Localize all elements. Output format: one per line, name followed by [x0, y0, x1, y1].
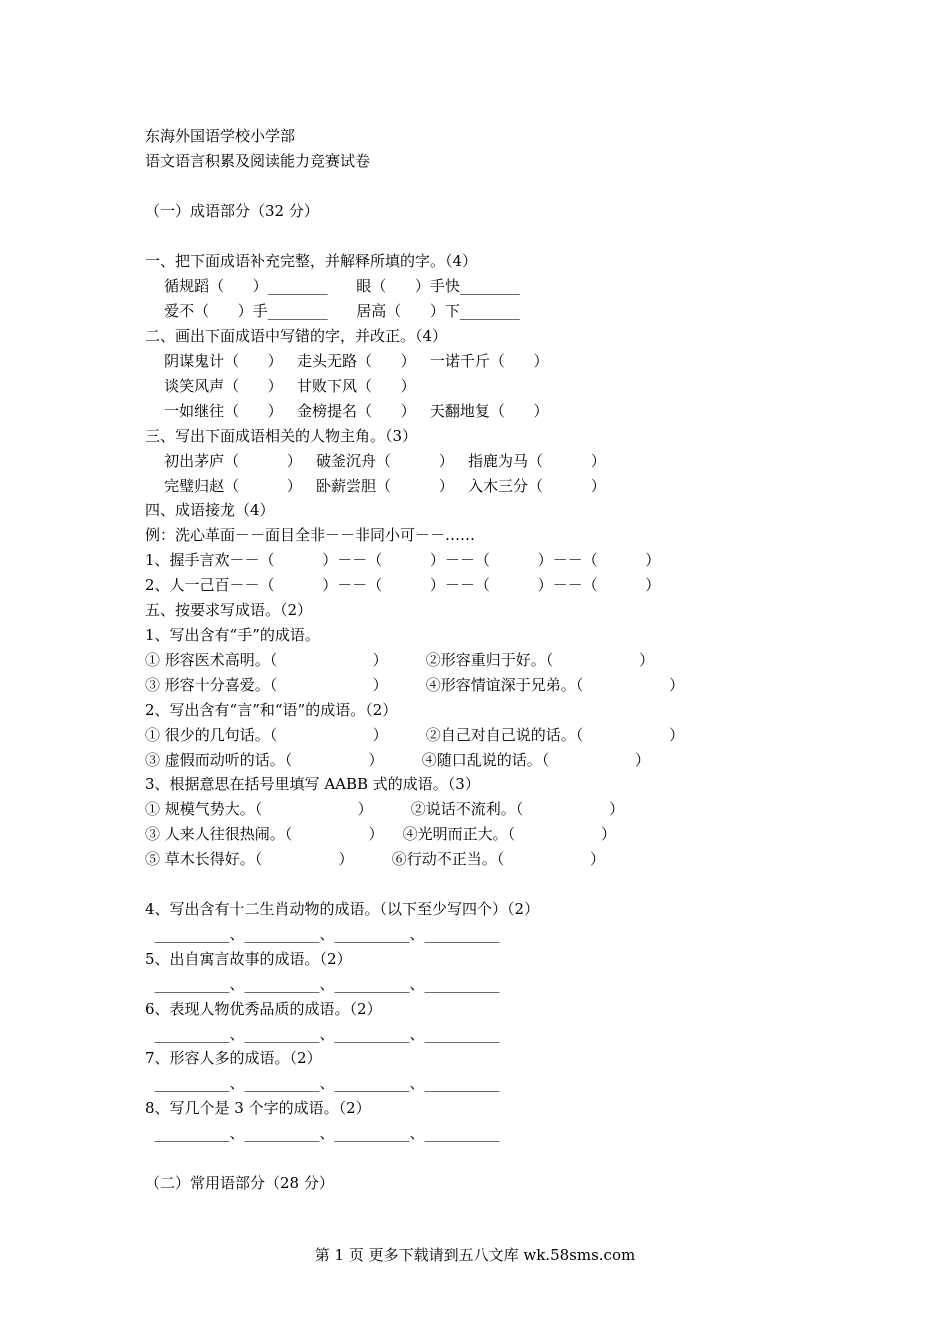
q5-part-6-blanks: __________、__________、__________、__________: [145, 1025, 500, 1043]
q1-title: 一、把下面成语补充完整，并解释所填的字。（4）: [145, 252, 478, 270]
q5-part-5-blanks: __________、__________、__________、__________: [145, 975, 500, 993]
page-footer: 第 1 页 更多下载请到五八文库 wk.58sms.com: [314, 1246, 636, 1264]
q5-part-1-row-1: ① 形容医术高明。（ ） ②形容重归于好。（ ）: [145, 651, 655, 669]
q2-row-3: 一如继往（ ） 金榜提名（ ） 天翻地复（ ）: [145, 402, 549, 420]
q5-part-5-title: 5、出自寓言故事的成语。（2）: [145, 950, 352, 968]
q4-example: 例：洗心革面－－面目全非－－非同小可－－……: [145, 526, 476, 544]
q5-part-8-title: 8、写几个是 3 个字的成语。（2）: [145, 1099, 371, 1117]
school-name: 东海外国语学校小学部: [145, 127, 296, 145]
q5-part-8-blanks: __________、__________、__________、__________: [145, 1124, 500, 1142]
q5-part-3-row-3: ⑤ 草木长得好。（ ） ⑥行动不正当。（ ）: [145, 850, 606, 868]
q5-part-7-blanks: __________、__________、__________、__________: [145, 1074, 500, 1092]
q5-title: 五、按要求写成语。（2）: [145, 601, 313, 619]
q4-row-1: 1、握手言欢－－（ ）－－（ ）－－（ ）－－（ ）: [145, 551, 661, 569]
section-1-heading: （一）成语部分（32 分）: [145, 202, 319, 220]
q5-part-4-blanks: __________、__________、__________、__________: [145, 925, 500, 943]
exam-title: 语文语言积累及阅读能力竞赛试卷: [145, 152, 371, 170]
q4-row-2: 2、人一己百－－（ ）－－（ ）－－（ ）－－（ ）: [145, 576, 661, 594]
q1-row-1: 循规蹈（ ）________ 眼（ ）手快________: [145, 277, 520, 295]
q5-part-1-row-2: ③ 形容十分喜爱。（ ） ④形容情谊深于兄弟。（ ）: [145, 676, 685, 694]
q5-part-2-row-1: ① 很少的几句话。（ ） ②自己对自己说的话。（ ）: [145, 726, 685, 744]
q4-title: 四、成语接龙（4）: [145, 501, 275, 519]
q5-part-1-title: 1、写出含有“手”的成语。: [145, 626, 320, 644]
q1-row-2: 爱不（ ）手________ 居高（ ）下________: [145, 302, 520, 320]
q5-part-2-title: 2、写出含有“言”和“语”的成语。（2）: [145, 701, 398, 719]
q5-part-4-title: 4、写出含有十二生肖动物的成语。（以下至少写四个）（2）: [145, 900, 540, 918]
q3-title: 三、写出下面成语相关的人物主角。（3）: [145, 427, 418, 445]
section-2-heading: （二）常用语部分（28 分）: [145, 1174, 334, 1192]
q5-part-6-title: 6、表现人物优秀品质的成语。（2）: [145, 1000, 382, 1018]
q5-part-3-row-1: ① 规模气势大。（ ） ②说话不流利。（ ）: [145, 800, 625, 818]
q2-title: 二、画出下面成语中写错的字，并改正。（4）: [145, 327, 448, 345]
q5-part-3-title: 3、根据意思在括号里填写 AABB 式的成语。（3）: [145, 775, 480, 793]
q2-row-2: 谈笑风声（ ） 甘败下风（ ）: [145, 377, 416, 395]
q5-part-7-title: 7、形容人多的成语。（2）: [145, 1049, 322, 1067]
q2-row-1: 阴谋鬼计（ ） 走头无路（ ） 一诺千斤（ ）: [145, 352, 549, 370]
q5-part-3-row-2: ③ 人来人往很热闹。（ ） ④光明而正大。（ ）: [145, 825, 616, 843]
q5-part-2-row-2: ③ 虚假而动听的话。（ ） ④随口乱说的话。（ ）: [145, 751, 651, 769]
q3-row-1: 初出茅庐（ ） 破釜沉舟（ ） 指鹿为马（ ）: [145, 452, 606, 470]
q3-row-2: 完璧归赵（ ） 卧薪尝胆（ ） 入木三分（ ）: [145, 477, 606, 495]
